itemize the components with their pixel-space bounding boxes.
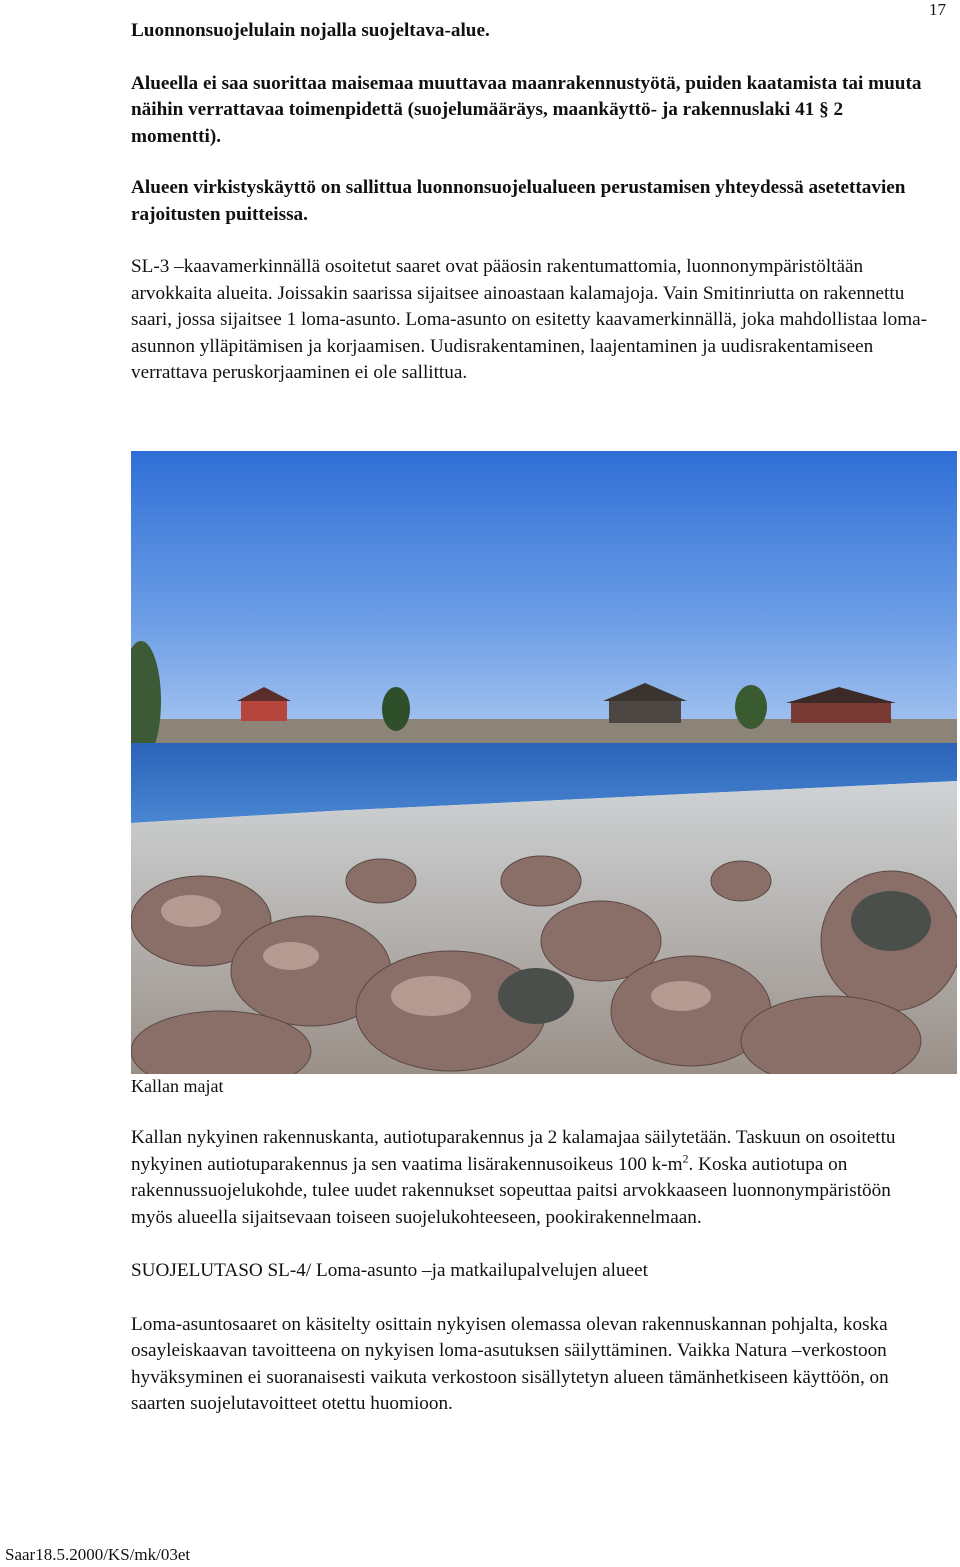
kalla-paragraph-superscript: 2 [682,1151,689,1166]
heading: Luonnonsuojelulain nojalla suojeltava-alue. [131,20,490,41]
kalla-paragraph-main: Kallan nykyinen rakennuskanta, autiotuparakennus ja 2 kalamajaa säilytetään. Taskuun on osoitettu nykyinen autiotuparakennus ja sen vaatima lisärakennusoikeus 100 k-m [131,1127,896,1175]
kalla-cabins-photo [131,451,957,1074]
page-number: 17 [929,0,946,19]
sl3-paragraph: SL-3 –kaavamerkinnällä osoitetut saaret ovat pääosin rakentumattomia, luonnonympäristöltään arvokkaita alueita. Joissakin saarissa sijaitsee ainoastaan kalamajoja. Vain Smitinriutta on rakennettu saari, jossa sijaitsee 1 loma-asunto. Loma-asunto on esitetty kaavamerkinnällä, joka mahdollistaa loma-asunnon ylläpitämisen ja korjaamisen. Uudisrakentaminen, laajentaminen ja uudisrakentamiseen verrattava peruskorjaaminen ei ole sallittua. [131,256,928,383]
section-heading: SUOJELUTASO SL-4/ Loma-asunto –ja matkailupalvelujen alueet [131,1260,648,1281]
footer-reference: Saar18.5.2000/KS/mk/03et [5,1545,191,1564]
sl4-paragraph: Loma-asuntosaaret on käsitelty osittain nykyisen olemassa olevan rakennuskannan pohjalta, koska osayleiskaavan tavoitteena on nykyisen loma-asutuksen säilyttäminen. Vaikka Natura –verkostoon hyväksyminen ei suoranaisesti vaikuta verkostoon sisällytetyn alueen tämänhetkiseen käyttöön, on saarten suojelutavoitteet otettu huomioon. [131,1313,889,1414]
lower-text-block [131,1125,931,1418]
kalla-paragraph-rest: . Koska autiotupa on rakennussuojelukohde, tulee uudet rakennukset sopeuttaa paitsi arvokkaaseen luonnonympäristöön myös alueella sijaitsevaan toiseen suojelukohteeseen, pookirakennelmaan. [131,1153,891,1228]
protection-regulation-paragraph: Alueella ei saa suorittaa maisemaa muuttavaa maanrakennustyötä, puiden kaatamista tai muuta näihin verrattavaa toimenpidettä (suojelumääräys, maankäyttö- ja rakennuslaki 41 § 2 momentti). [131,72,922,147]
kalla-paragraph [131,1125,931,1231]
recreation-use-paragraph: Alueen virkistyskäyttö on sallittua luonnonsuojelualueen perustamisen yhteydessä asetettavien rajoitusten puitteissa. [131,177,906,225]
upper-text-block [131,18,931,387]
photo-caption: Kallan majat [131,1076,224,1096]
